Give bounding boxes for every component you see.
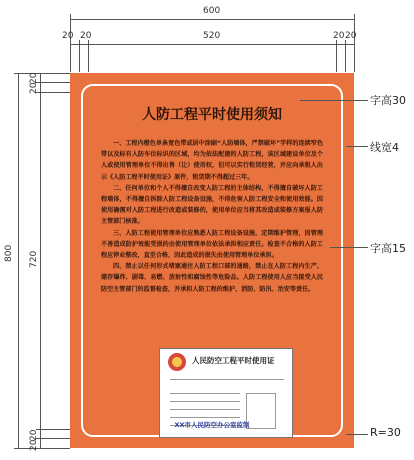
dim-left-seg-line [40,73,41,448]
dim-left-total: 800 [4,244,14,262]
dim-ext-left [70,14,71,72]
dim-left-ext-top [14,73,70,74]
board-footer: XX市人民防空办公室监制 [174,421,250,429]
leader-title [300,100,368,101]
cert-line [170,379,284,380]
dim-left-ext-t2 [36,92,70,93]
dim-left-ext-b2 [36,438,70,439]
board-paragraph-1: 一、工程内橙色单条宽色带或居中涂刷“人防墙体，严禁破坏”字样的连续窄色带以及标有人防车位标识的区域，均为依法配建的人防工程，该区域建设单位及个人或使用管理单位不得出售（让）使用权，但可以实行租赁经营，并应向承租人出示《人防工程平时使用证》原件，租赁期不得超过三年。 [101,140,323,181]
dim-top-seg-line [70,44,354,45]
dim-left-ext-bottom [14,448,70,449]
dim-ext-l2 [88,40,89,72]
leader-text [330,247,368,248]
dim-ext-r1 [336,40,337,72]
dim-top-total-line [70,19,354,20]
board-title: 人防工程平时使用须知 [142,107,282,123]
dim-left-total-line [18,73,19,448]
cert-line [170,417,240,418]
certificate-title: 人民防空工程平时使用证 [192,356,275,365]
dim-left-bottom-border: 20 [29,429,39,441]
board-paragraph-4: 四、禁止以任何形式堵塞通往人防工程口部的通路，禁止在人防工程内生产、储存爆炸、剧毒、易燃、放射性和腐蚀性等危险品。人防工程使用人应当接受人民防空主管部门的监督检查，并承担人防工程的维护、消防、防汛、治安等责任。 [101,263,323,293]
dim-top-total: 600 [203,6,221,16]
board-inner-frame [81,84,343,437]
dim-ext-right [354,14,355,72]
board-body [101,138,323,295]
cert-line [170,409,240,410]
callout-text-height: 字高15 [370,242,406,255]
dim-ext-l1 [79,40,80,72]
board-paragraph-2: 二、任何单位和个人不得擅自改变人防工程的主体结构，不得擅自破坏人防工程墙体，不得擅自拆除人防工程设备设施，不得危害人防工程安全和使用效能。因使用确需对人防工程进行改造或装修的，使用单位应当将其改造或装修方案报人防主管部门核准。 [101,184,323,226]
dim-left-bottom-margin: 20 [29,439,39,451]
cert-line [170,401,240,402]
emblem-icon [168,353,186,371]
callout-radius: R=30 [370,426,401,439]
sign-board [70,73,354,448]
dim-top-left-border: 20 [80,31,92,41]
dim-left-top-margin: 20 [29,72,39,84]
cert-line [170,393,240,394]
callout-title-height: 字高30 [370,94,406,107]
dim-ext-r2 [345,40,346,72]
leader-radius [346,434,368,435]
dim-left-ext-t1 [36,82,70,83]
dim-top-inner: 520 [203,31,221,41]
dim-top-right-margin: 20 [345,31,357,41]
dim-left-ext-b1 [36,429,70,430]
leader-line-width [346,146,368,147]
dim-top-right-border: 20 [333,31,345,41]
dim-left-inner: 720 [29,250,39,268]
callout-line-width: 线宽4 [370,141,399,154]
board-paragraph-3: 三、人防工程使用管理单位应熟悉人防工程设备设施，定期维护管理，因管理不善造成防护效能受损的由使用管理单位依法承担相应责任。检查不合格的人防工程应停业整改，直至合格，因此造成的损失由使用管理单位承担。 [101,229,323,260]
dim-left-top-border: 20 [29,82,39,94]
dim-top-left-margin: 20 [62,31,74,41]
